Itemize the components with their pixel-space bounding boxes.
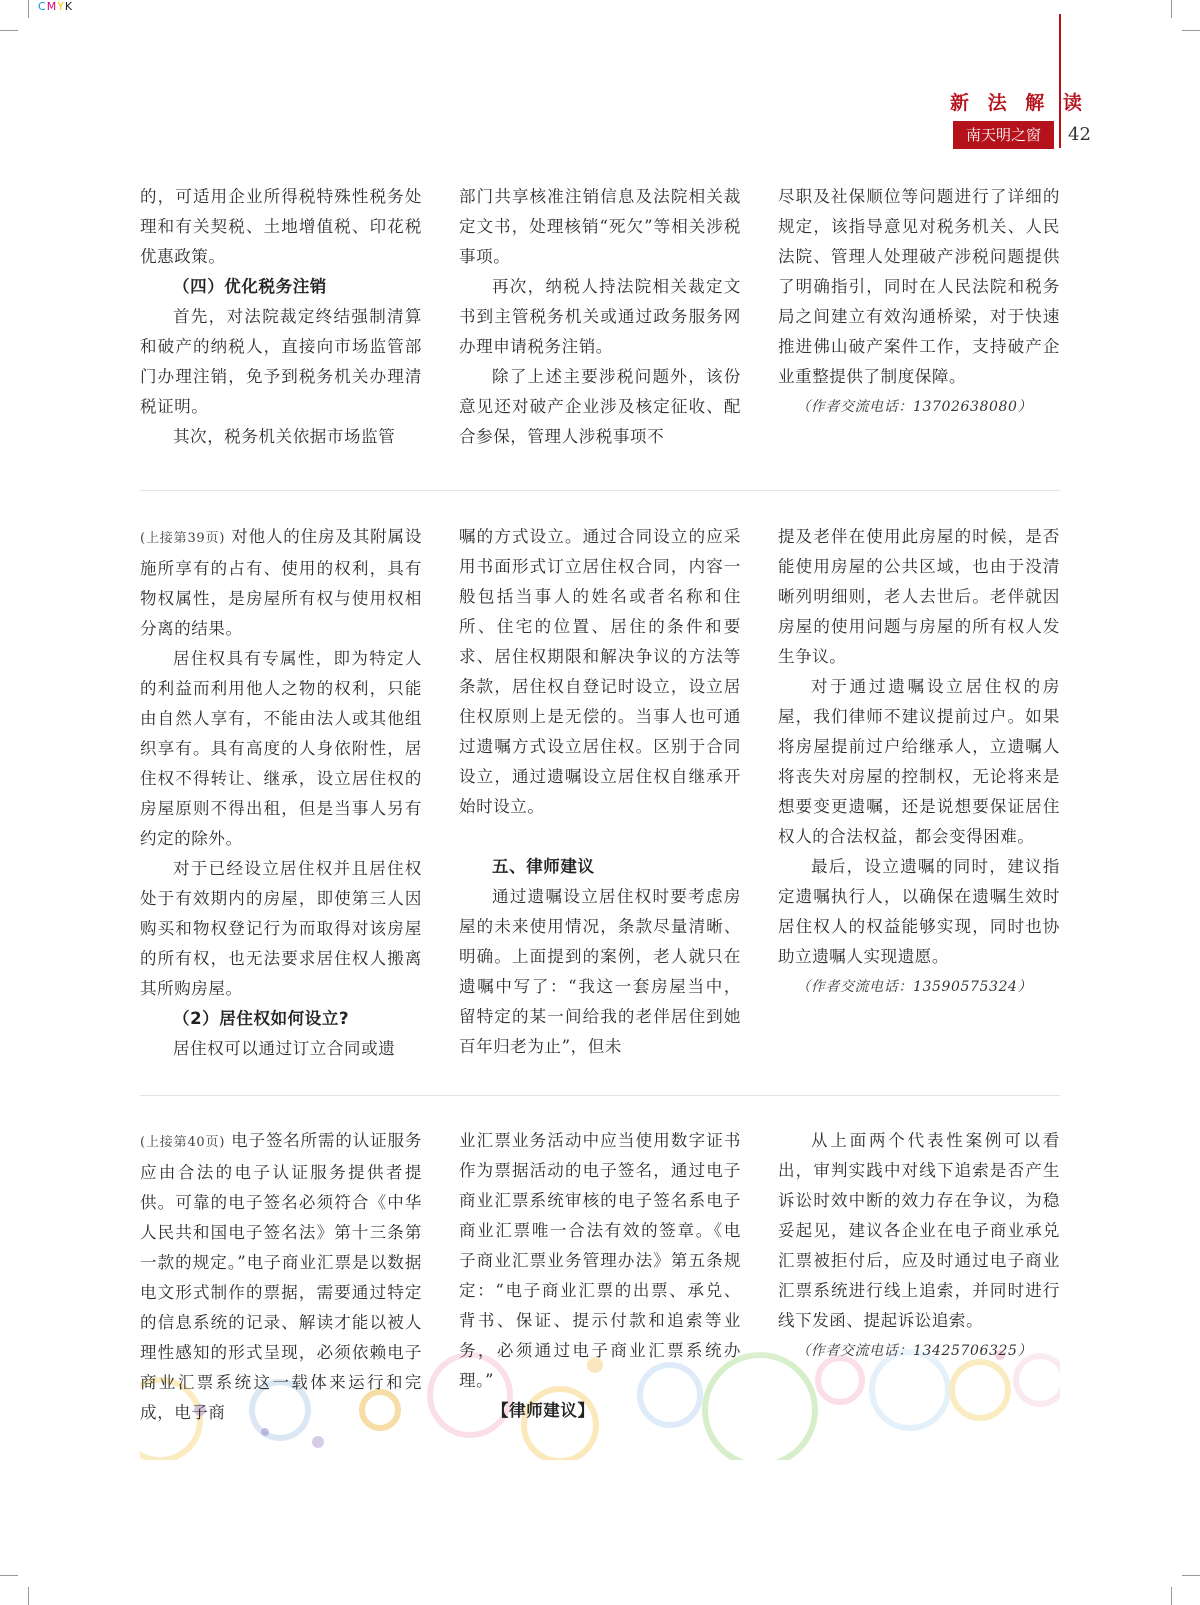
section-heading: （四）优化税务注销: [173, 277, 327, 296]
paragraph: 部门共享核准注销信息及法院相关裁定文书，处理核销“死欠”等相关涉税事项。: [459, 187, 741, 266]
paragraph: [140, 522, 422, 644]
paragraph: 提及老伴在使用此房屋的时候，是否能使用房屋的公共区域，也由于没清晰列明细则，老人去世后。老伴就因房屋的使用问题与房屋的所有权人发生争议。: [778, 527, 1060, 666]
text-column-2: [459, 182, 741, 452]
text-column-1: [140, 182, 422, 452]
article-section-e-bill: [140, 1126, 1060, 1446]
article-section-residence-right: [140, 522, 1060, 1062]
cmyk-m: M: [46, 0, 58, 13]
crop-mark: [1171, 1587, 1172, 1605]
paragraph: 从上面两个代表性案例可以看出，审判实践中对线下追索是否产生诉讼时效中断的效力存在争议，为稳妥起见，建议各企业在电子商业承兑汇票被拒付后，应及时通过电子商业汇票系统进行线上追索，并同时进行线下发函、提起诉讼追索。: [778, 1131, 1060, 1330]
spacer: [459, 822, 741, 852]
header-accent-line: [1059, 14, 1061, 148]
paragraph: 的，可适用企业所得税特殊性税务处理和有关契税、土地增值税、印花税优惠政策。: [140, 187, 422, 266]
paragraph: 业汇票业务活动中应当使用数字证书作为票据活动的电子签名，通过电子商业汇票系统审核的电子签名系电子商业汇票唯一合法有效的签章。《电子商业汇票业务管理办法》第五条规定：“电子商业汇票的出票、承兑、背书、保证、提示付款和追索等业务，必须通过电子商业汇票系统办理。”: [459, 1131, 741, 1390]
column-title: 新 法 解 读: [950, 92, 1088, 114]
author-contact: （作者交流电话：13590575324）: [796, 979, 1033, 995]
section-divider: [140, 490, 1060, 491]
paragraph: 尽职及社保顺位等问题进行了详细的规定，该指导意见对税务机关、人民法院、管理人处理破产涉税问题提供了明确指引，同时在人民法院和税务局之间建立有效沟通桥梁，对于快速推进佛山破产案件工作，支持破产企业重整提供了制度保障。: [778, 187, 1060, 386]
crop-mark: [0, 1575, 18, 1576]
text-column-2: [459, 522, 741, 1062]
paragraph-text: 电子签名所需的认证服务应由合法的电子认证服务提供者提供。可靠的电子签名必须符合《中华人民共和国电子签名法》第十三条第一款的规定。”电子商业汇票是以数据电文形式制作的票据，需要通过特定的信息系统的记录、解读才能以被人理性感知的形式呈现，必须依赖电子商业汇票系统这一载体来运行和完成，电子商: [140, 1131, 422, 1422]
author-contact: （作者交流电话：13702638080）: [796, 399, 1033, 415]
crop-mark: [28, 0, 29, 18]
continued-from-ref: (上接第40页): [140, 1135, 226, 1150]
text-column-1: [140, 1126, 422, 1428]
paragraph: 通过遗嘱设立居住权时要考虑房屋的未来使用情况，条款尽量清晰、明确。上面提到的案例，老人就只在遗嘱中写了：“我这一套房屋当中，留特定的某一间给我的老伴居住到她百年归老为止”，但未: [459, 887, 741, 1056]
article-section-tax: [140, 182, 1060, 462]
paragraph-text: 对他人的住房及其附属设施所享有的占有、使用的权利，具有物权属性，是房屋所有权与使用权相分离的结果。: [140, 527, 422, 638]
paragraph: 居住权具有专属性，即为特定人的利益而利用他人之物的权利，只能由自然人享有，不能由法人或其他组织享有。具有高度的人身依附性，居住权不得转让、继承，设立居住权的房屋原则不得出租，但是当事人另有约定的除外。: [140, 649, 422, 848]
paragraph: 对于通过遗嘱设立居住权的房屋，我们律师不建议提前过户。如果将房屋提前过户给继承人，立遗嘱人将丧失对房屋的控制权，无论将来是想要变更遗嘱，还是说想要保证居住权人的合法权益，都会变得困难。: [778, 677, 1060, 846]
author-contact: （作者交流电话：13425706325）: [796, 1343, 1033, 1359]
text-column-3: [778, 1126, 1060, 1366]
cmyk-k: K: [64, 0, 74, 13]
paragraph: 居住权可以通过订立合同或遗: [173, 1039, 396, 1058]
paragraph: 对于已经设立居住权并且居住权处于有效期内的房屋，即使第三人因购买和物权登记行为而取得对该房屋的所有权，也无法要求居住权人搬离其所购房屋。: [140, 859, 422, 998]
crop-mark: [1171, 0, 1172, 18]
text-column-3: [778, 182, 1060, 422]
crop-mark: [28, 1587, 29, 1605]
paragraph: 嘱的方式设立。通过合同设立的应采用书面形式订立居住权合同，内容一般包括当事人的姓名或者名称和住所、住宅的位置、居住的条件和要求、居住权期限和解决争议的方法等条款，居住权自登记时设立，设立居住权原则上是无偿的。当事人也可通过遗嘱方式设立居住权。区别于合同设立，通过遗嘱设立居住权自继承开始时设立。: [459, 527, 741, 816]
cmyk-c: C: [38, 0, 47, 13]
paragraph: 其次，税务机关依据市场监管: [173, 427, 396, 446]
crop-mark: [1182, 30, 1200, 31]
paragraph: 最后，设立遗嘱的同时，建议指定遗嘱执行人，以确保在遗嘱生效时居住权人的权益能够实现，同时也协助立遗嘱人实现遗愿。: [778, 857, 1060, 966]
section-divider: [140, 1095, 1060, 1096]
crop-mark: [1182, 1575, 1200, 1576]
paragraph: 除了上述主要涉税问题外，该份意见还对破产企业涉及核定征收、配合参保，管理人涉税事项不: [459, 367, 741, 446]
text-column-1: [140, 522, 422, 1064]
text-column-2: [459, 1126, 741, 1426]
paragraph: 首先，对法院裁定终结强制清算和破产的纳税人，直接向市场监管部门办理注销，免予到税务机关办理清税证明。: [140, 307, 422, 416]
crop-mark: [0, 30, 18, 31]
column-name-badge: 南天明之窗: [953, 121, 1054, 149]
section-heading: （2）居住权如何设立?: [173, 1009, 350, 1028]
text-column-3: [778, 522, 1060, 1002]
section-heading: 【律师建议】: [492, 1401, 595, 1420]
paragraph: [140, 1126, 422, 1428]
cmyk-y: Y: [57, 0, 65, 13]
section-heading: 五、律师建议: [492, 857, 595, 876]
continued-from-ref: (上接第39页): [140, 531, 226, 546]
cmyk-registration-mark: [38, 0, 73, 13]
page-number: 42: [1068, 124, 1091, 145]
paragraph: 再次，纳税人持法院相关裁定文书到主管税务机关或通过政务服务网办理申请税务注销。: [459, 277, 741, 356]
